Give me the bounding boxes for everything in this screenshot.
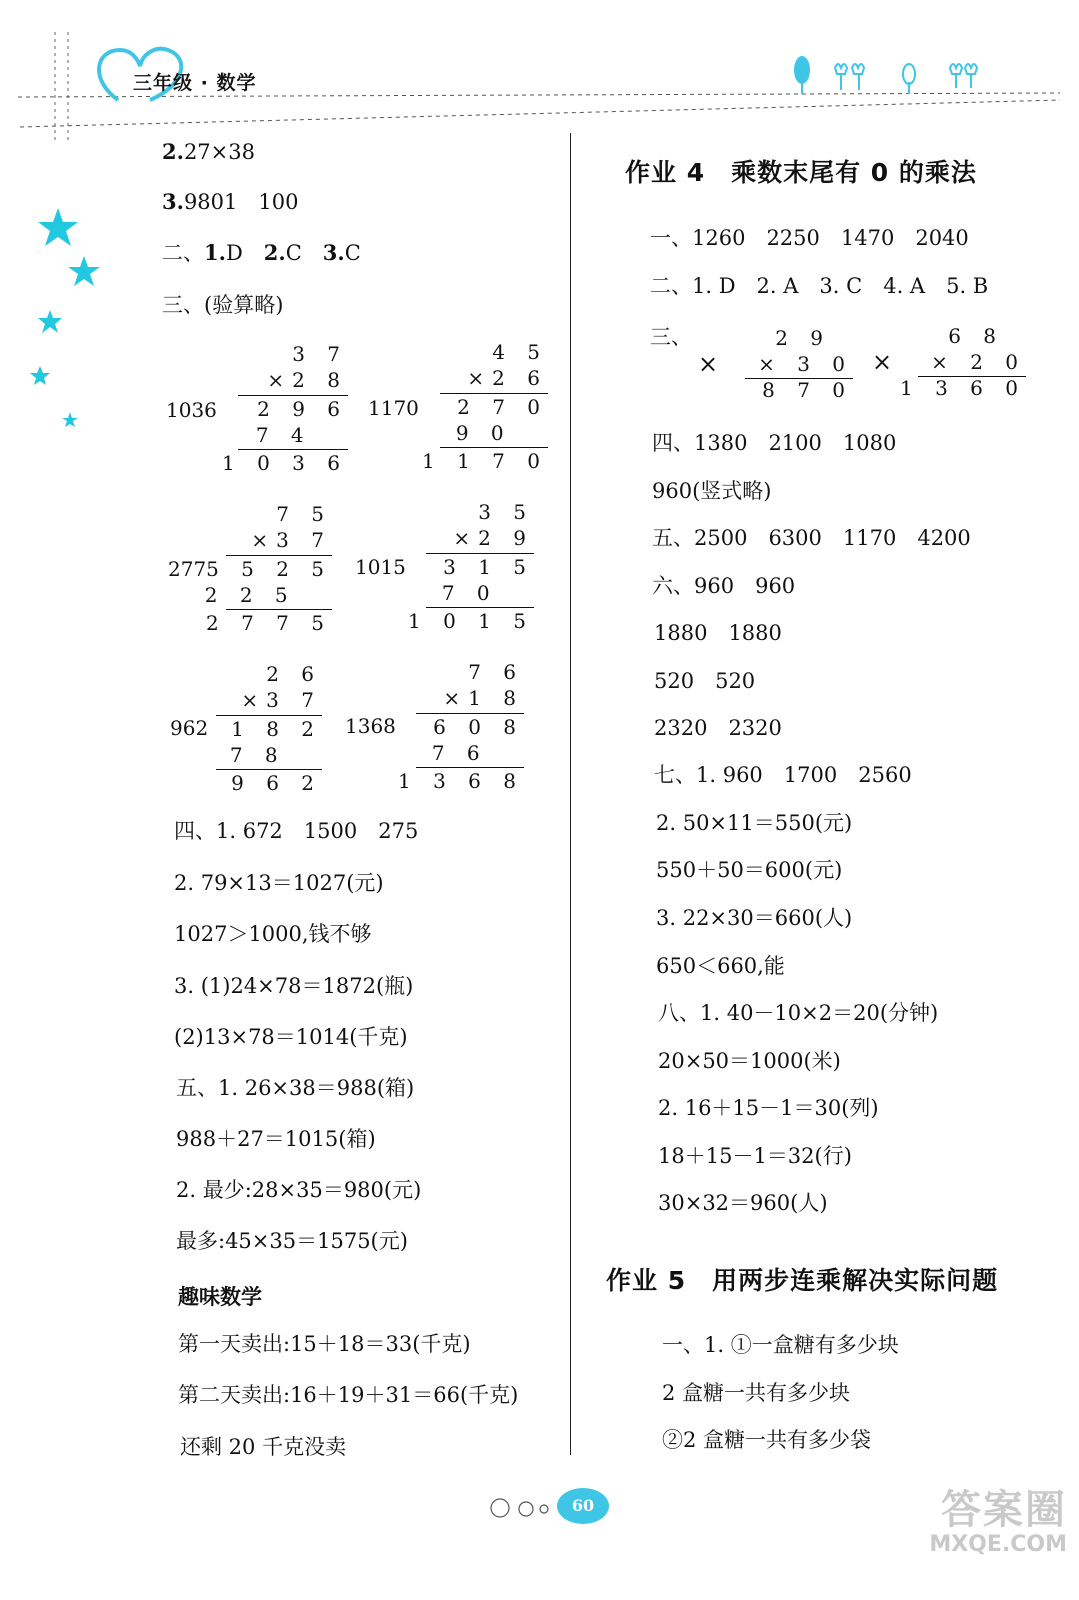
answer-line: 2320 2320 (654, 716, 782, 740)
answer-line: 四、1. 672 1500 275 (174, 819, 419, 843)
hw4-title: 作业 4 乘数末尾有 0 的乘法 (625, 158, 977, 187)
calc-answer: 1015 (355, 555, 406, 579)
answer-line: 2. 最少:28×35＝980(元) (176, 1178, 422, 1202)
vertical-calc: 7 5 ×3 7 5 2 5 2 2 5 2 7 7 5 (204, 502, 332, 635)
vertical-calc: 3 5 ×2 9 3 1 5 7 0 1 0 1 5 (408, 500, 534, 633)
answer-line: (2)13×78＝1014(千克) (174, 1025, 408, 1049)
answer-line: 第一天卖出:15＋18＝33(千克) (178, 1332, 471, 1356)
answer-line: 988＋27＝1015(箱) (176, 1127, 376, 1151)
answer-line: 五、1. 26×38＝988(箱) (176, 1076, 415, 1100)
answer-line: 520 520 (654, 669, 756, 693)
wrong-mark: × (872, 348, 893, 376)
answer-line: 18＋15－1＝32(行) (658, 1144, 852, 1168)
answer-line: 20×50＝1000(米) (658, 1049, 841, 1073)
calc-answer: 1036 (166, 398, 217, 422)
answer-line: 30×32＝960(人) (658, 1191, 828, 1215)
answer-line: 六、960 960 (652, 574, 796, 598)
vertical-calc: 2 9 × 3 0 8 7 0 (745, 326, 853, 406)
star-icons (20, 200, 100, 440)
vertical-calc: 2 6 ×3 7 1 8 2 7 8 9 6 2 (216, 662, 322, 794)
calc-answer: 1368 (345, 714, 396, 738)
answer-line: 第二天卖出:16＋19＋31＝66(千克) (178, 1383, 519, 1407)
answer-line: 五、2500 6300 1170 4200 (652, 526, 971, 550)
footer-circles (488, 1494, 558, 1524)
answer-line: 一、1. ①一盒糖有多少块 (662, 1333, 899, 1357)
calc-answer: 2775 (168, 557, 219, 581)
watermark-url: MXQE.COM (929, 1532, 1067, 1557)
left-section-2: 二、1.D 2.C 3.C (162, 240, 361, 265)
vertical-calc: 3 7 ×2 8 2 9 6 7 4 1 0 3 6 (222, 342, 348, 475)
answer-line: 七、1. 960 1700 2560 (654, 763, 912, 787)
answer-line: 二、1. D 2. A 3. C 4. A 5. B (650, 274, 989, 298)
vertical-calc: 4 5 ×2 6 2 7 0 9 0 1 1 7 0 (422, 340, 548, 473)
answer-line: 1027＞1000,钱不够 (174, 922, 372, 946)
vertical-calc: 7 6 ×1 8 6 0 8 7 6 1 3 6 8 (398, 660, 524, 793)
answer-line: 960(竖式略) (652, 479, 772, 503)
answer-line: 还剩 20 千克没卖 (180, 1435, 347, 1459)
section-label: 三、 (650, 325, 692, 349)
answer-line: 一、1260 2250 1470 2040 (650, 226, 969, 250)
answer-line: 2. 50×11＝550(元) (656, 811, 853, 835)
answer-line: 650＜660,能 (656, 954, 785, 978)
answer-line: ②2 盒糖一共有多少袋 (662, 1428, 872, 1452)
wrong-mark: × (698, 350, 719, 378)
answer-line: 2. 16＋15－1＝30(列) (658, 1096, 879, 1120)
tree-icons (794, 56, 977, 94)
left-item-2: 2.27×38 (162, 139, 255, 164)
hw5-title: 作业 5 用两步连乘解决实际问题 (606, 1266, 999, 1295)
calc-answer: 962 (170, 716, 209, 740)
vertical-calc: 6 8 × 2 0 1 3 6 0 (900, 324, 1026, 400)
page-title: 三年级 · 数学 (133, 72, 257, 94)
page-number: 60 (557, 1488, 609, 1524)
column-divider (570, 133, 571, 1455)
watermark-logo: 答案圈 (941, 1487, 1067, 1533)
answer-line: 2 盒糖一共有多少块 (662, 1381, 851, 1405)
answer-line: 最多:45×35＝1575(元) (176, 1229, 408, 1253)
answer-line: 1880 1880 (654, 621, 782, 645)
answer-line: 八、1. 40－10×2＝20(分钟) (658, 1001, 939, 1025)
calc-answer: 1170 (368, 396, 419, 420)
watermark (929, 1488, 1067, 1558)
answer-line: 3. 22×30＝660(人) (656, 906, 853, 930)
fun-math-title: 趣味数学 (178, 1285, 262, 1309)
answer-line: 550＋50＝600(元) (656, 858, 843, 882)
left-section-3: 三、(验算略) (162, 293, 284, 317)
answer-line: 2. 79×13＝1027(元) (174, 871, 384, 895)
answer-line: 四、1380 2100 1080 (652, 431, 897, 455)
left-item-3: 3.9801 100 (162, 189, 299, 214)
answer-line: 3. (1)24×78＝1872(瓶) (174, 974, 414, 998)
